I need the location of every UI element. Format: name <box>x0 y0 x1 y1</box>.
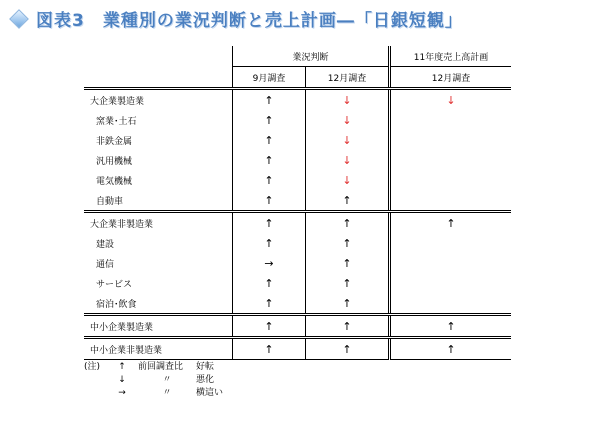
legend-notes <box>84 361 223 400</box>
header-row-2 <box>84 67 511 89</box>
plan-arrow <box>390 253 512 273</box>
plan-arrow: ↓ <box>390 89 512 111</box>
table-row <box>84 130 511 150</box>
sep-arrow: ↑ <box>233 150 306 170</box>
dec-arrow: ↑ <box>306 315 390 338</box>
row-label: 非鉄金属 <box>96 136 133 147</box>
plan-arrow <box>390 273 512 293</box>
table-row <box>84 338 511 360</box>
plan-arrow: ↑ <box>390 315 512 338</box>
note-symbol: ↑ <box>118 362 126 372</box>
row-label: 大企業製造業 <box>90 96 145 107</box>
dec-arrow: ↓ <box>306 89 390 111</box>
dec-arrow: ↓ <box>306 130 390 150</box>
note-symbol: ↓ <box>118 375 126 385</box>
plan-arrow <box>390 190 512 212</box>
table-row <box>84 253 511 273</box>
header-blank <box>84 46 233 67</box>
dec-arrow: ↑ <box>306 273 390 293</box>
sep-arrow: ↑ <box>233 110 306 130</box>
note-row <box>84 361 223 374</box>
table-body <box>84 89 511 360</box>
dec-arrow: ↑ <box>306 190 390 212</box>
table-row <box>84 170 511 190</box>
table-row <box>84 150 511 170</box>
sep-arrow: ↑ <box>233 233 306 253</box>
row-label: 宿泊･飲食 <box>84 293 233 315</box>
plan-arrow <box>390 150 512 170</box>
row-label: 汎用機械 <box>96 156 133 167</box>
sep-arrow: ↑ <box>233 293 306 315</box>
dec-arrow: ↑ <box>306 253 390 273</box>
table-row <box>84 273 511 293</box>
note-basis: 〃 <box>162 388 172 398</box>
note-symbol: → <box>118 388 126 398</box>
row-label: 通信 <box>96 259 115 270</box>
dec-arrow: ↑ <box>306 293 390 315</box>
row-label: 窯業･土石 <box>96 116 137 127</box>
note-basis: 〃 <box>162 375 172 385</box>
sep-arrow: ↑ <box>233 89 306 111</box>
note-row <box>84 374 223 387</box>
table-row <box>84 110 511 130</box>
sep-arrow: → <box>233 253 306 273</box>
dec-arrow: ↑ <box>306 338 390 360</box>
page-title: 図表3 業種別の業況判断と売上計画―「日銀短観」 <box>36 11 463 31</box>
note-row <box>84 387 223 400</box>
sep-arrow: ↑ <box>233 130 306 150</box>
table-row <box>84 89 511 111</box>
row-label: 大企業非製造業 <box>90 219 154 230</box>
header-row-1 <box>84 46 511 67</box>
header-business-condition: 業況判断 <box>233 46 390 67</box>
sep-arrow: ↑ <box>233 170 306 190</box>
header-plan-survey: 12月調査 <box>390 67 512 89</box>
row-label: 中小企業非製造業 <box>84 338 233 360</box>
plan-arrow <box>390 233 512 253</box>
note-meaning: 横這い <box>196 388 224 398</box>
sep-arrow: ↑ <box>233 273 306 293</box>
table-row <box>84 190 511 212</box>
row-label: 電気機械 <box>96 176 133 187</box>
plan-arrow <box>390 170 512 190</box>
sep-arrow: ↑ <box>233 338 306 360</box>
table-row <box>84 315 511 338</box>
plan-arrow: ↑ <box>390 212 512 234</box>
dec-arrow: ↑ <box>306 233 390 253</box>
dec-arrow: ↑ <box>306 212 390 234</box>
table-row <box>84 233 511 253</box>
note-basis: 前回調査比 <box>138 362 184 372</box>
note-meaning: 好転 <box>196 362 215 372</box>
plan-arrow <box>390 293 512 315</box>
table-row <box>84 293 511 315</box>
plan-arrow <box>390 130 512 150</box>
sep-arrow: ↑ <box>233 212 306 234</box>
industry-outlook-table <box>84 46 511 360</box>
dec-arrow: ↓ <box>306 150 390 170</box>
sep-arrow: ↑ <box>233 190 306 212</box>
note-meaning: 悪化 <box>196 375 215 385</box>
sep-arrow: ↑ <box>233 315 306 338</box>
header-dec-survey: 12月調査 <box>306 67 390 89</box>
plan-arrow <box>390 110 512 130</box>
dec-arrow: ↓ <box>306 170 390 190</box>
row-label: 自動車 <box>84 190 233 212</box>
note-prefix: (注) <box>84 362 101 372</box>
table-row <box>84 212 511 234</box>
header-sales-plan: 11年度売上高計画 <box>390 46 512 67</box>
plan-arrow: ↑ <box>390 338 512 360</box>
title-bar <box>8 6 463 31</box>
row-label: サービス <box>96 279 133 290</box>
row-label: 中小企業製造業 <box>84 315 233 338</box>
header-blank-2 <box>84 67 233 89</box>
dec-arrow: ↓ <box>306 110 390 130</box>
header-sep-survey: 9月調査 <box>233 67 306 89</box>
diamond-bullet-icon <box>9 9 29 29</box>
row-label: 建設 <box>96 239 115 250</box>
